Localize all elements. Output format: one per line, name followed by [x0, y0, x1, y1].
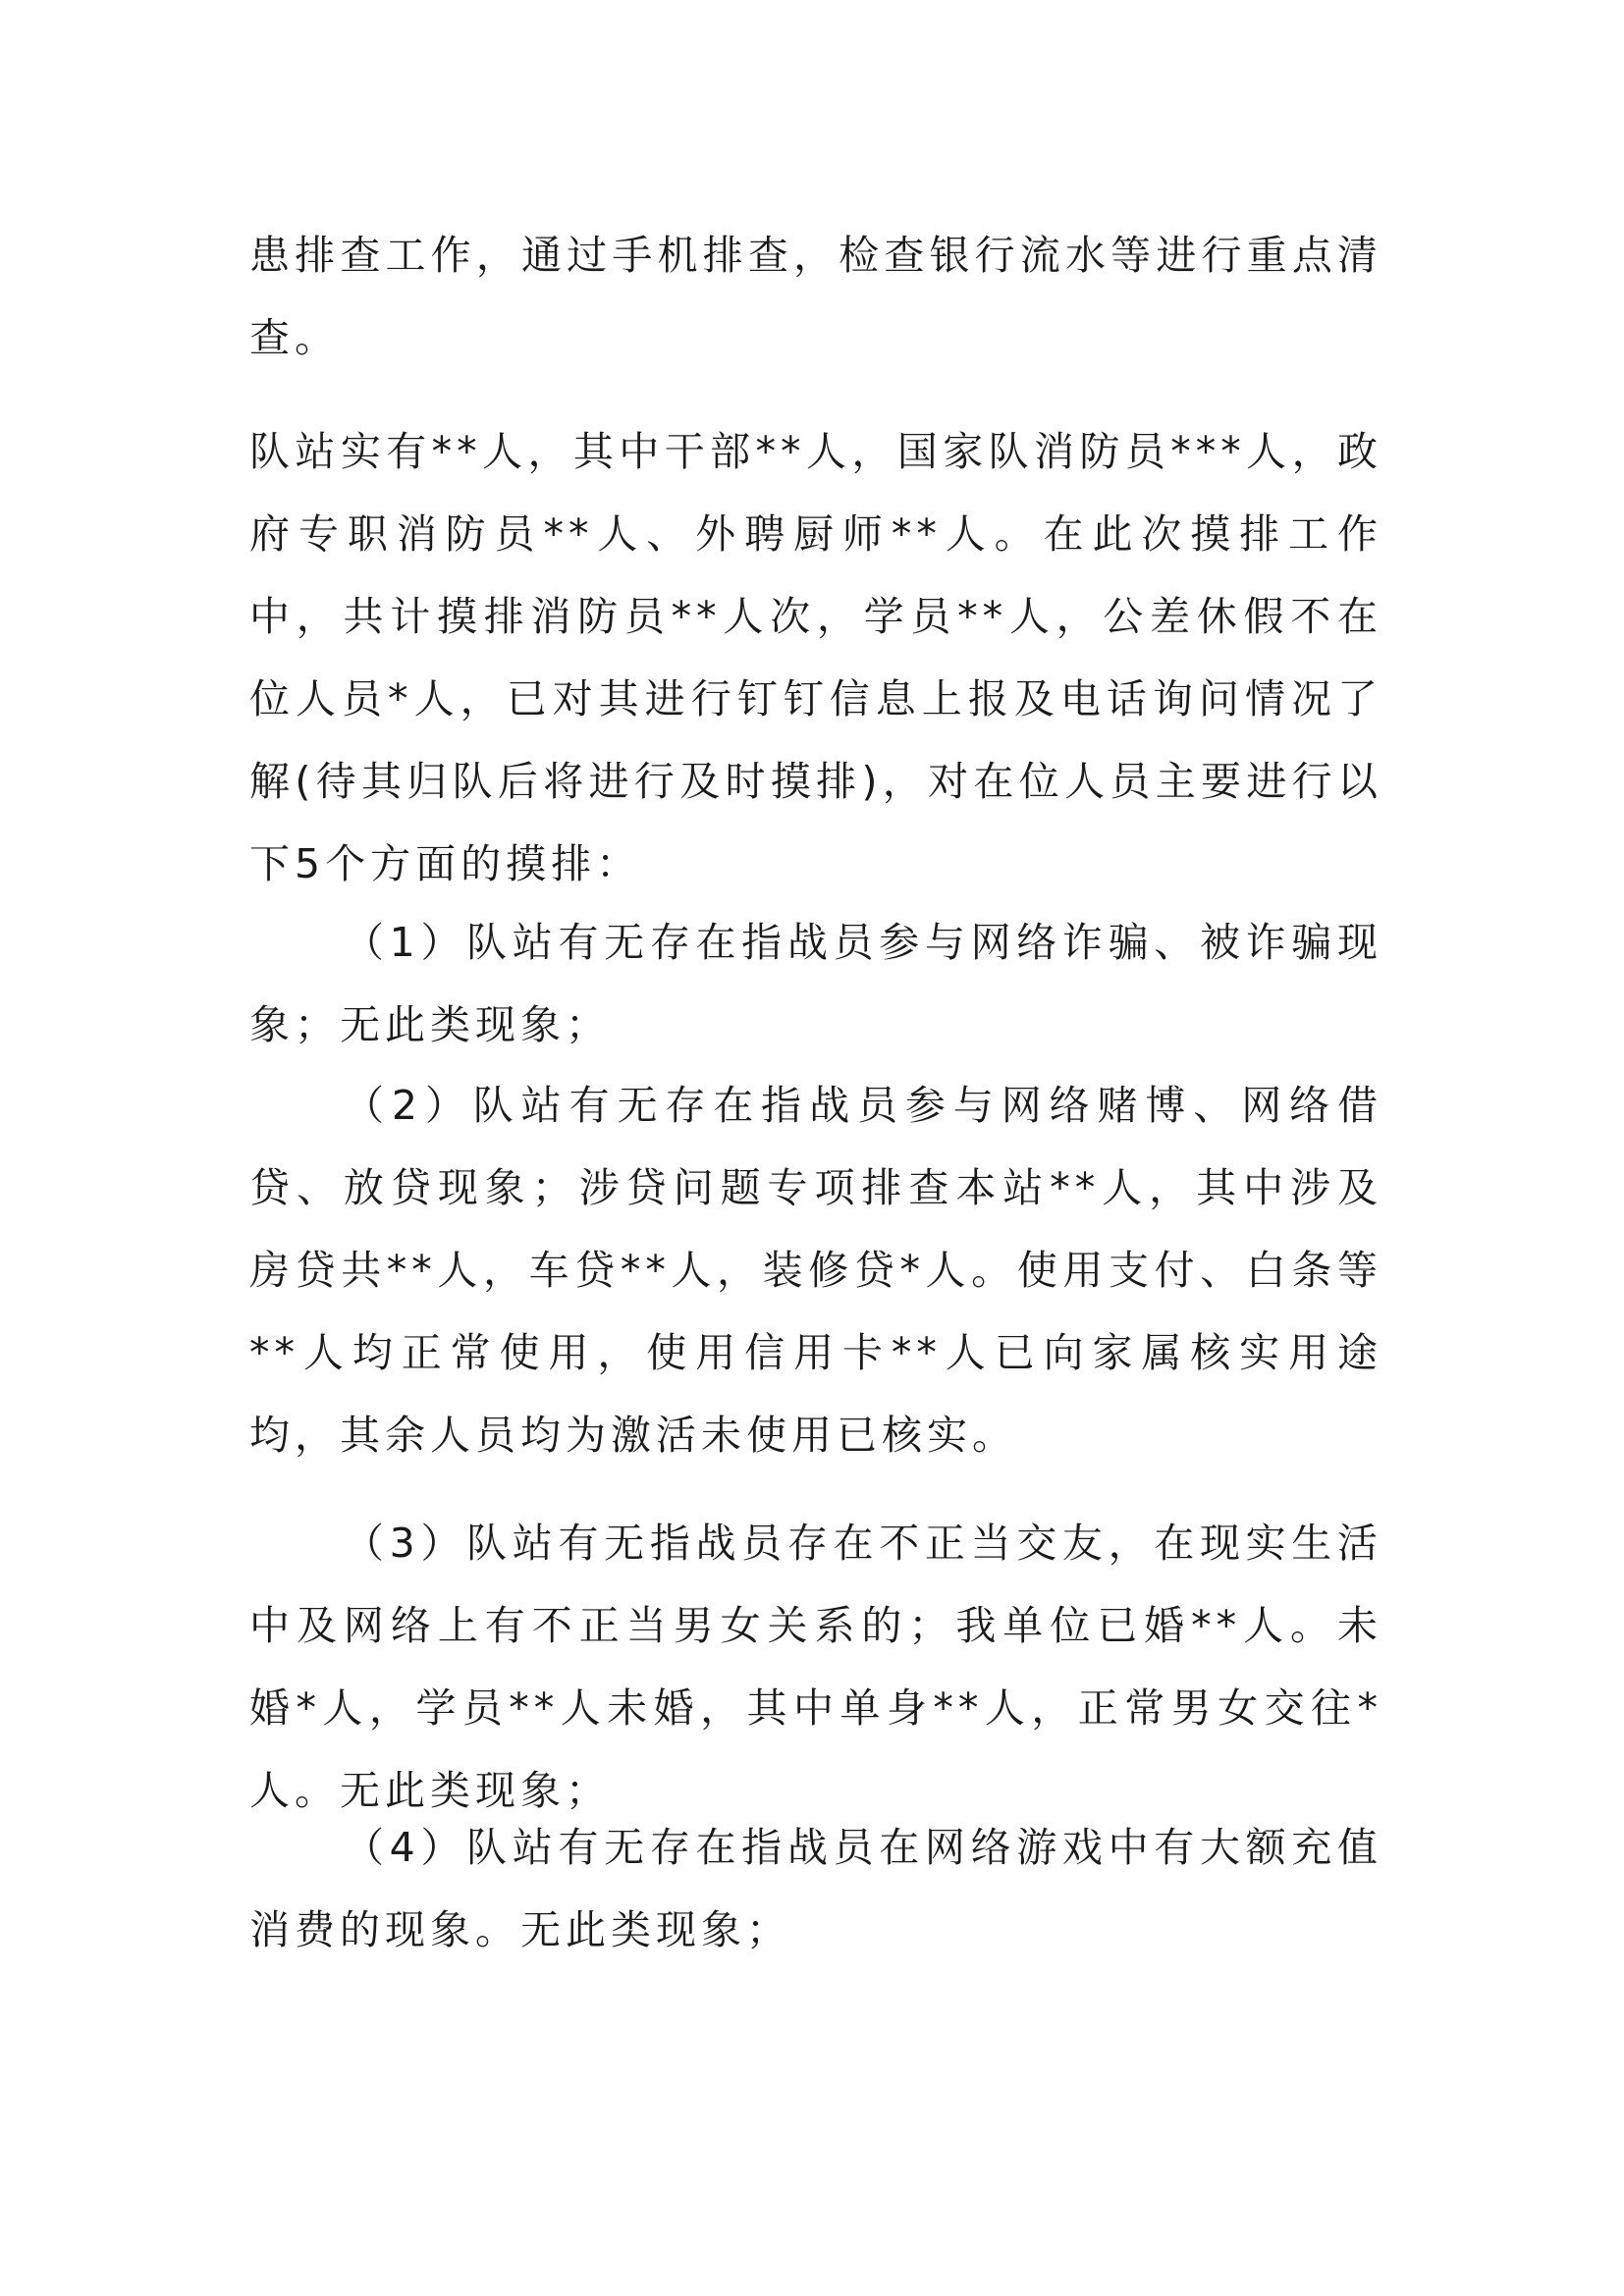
paragraph-continuation: 患排查工作，通过手机排查，检查银行流水等进行重点清查。: [249, 232, 1382, 361]
paragraph-item-1: （1）队站有无存在指战员参与网络诈骗、被诈骗现象；无此类现象；: [249, 919, 1382, 1048]
paragraph-item-4: （4）队站有无存在指战员在网络游戏中有大额充值消费的现象。无此类现象；: [249, 1824, 1382, 1953]
paragraph-staff-summary: 队站实有**人，其中干部**人，国家队消防员***人，政府专职消防员**人、外聘厨师**人。在此次摸排工作中，共计摸排消防员**人次，学员**人，公差休假不在位人员*人，已对其进行钉钉信息上报及电话询问情况了解(待其归队后将进行及时摸排)，对在位人员主要进行以下5个方面的摸排：: [249, 428, 1382, 887]
paragraph-item-3: （3）队站有无指战员存在不正当交友，在现实生活中及网络上有不正当男女关系的；我单位已婚**人。未婚*人，学员**人未婚，其中单身**人，正常男女交往*人。无此类现象；: [249, 1520, 1382, 1814]
paragraph-item-2: （2）队站有无存在指战员参与网络赌博、网络借贷、放贷现象；涉贷问题专项排查本站**人，其中涉及房贷共**人，车贷**人，装修贷*人。使用支付、白条等**人均正常使用，使用信用卡**人已向家属核实用途均，其余人员均为激活未使用已核实。: [249, 1082, 1382, 1459]
